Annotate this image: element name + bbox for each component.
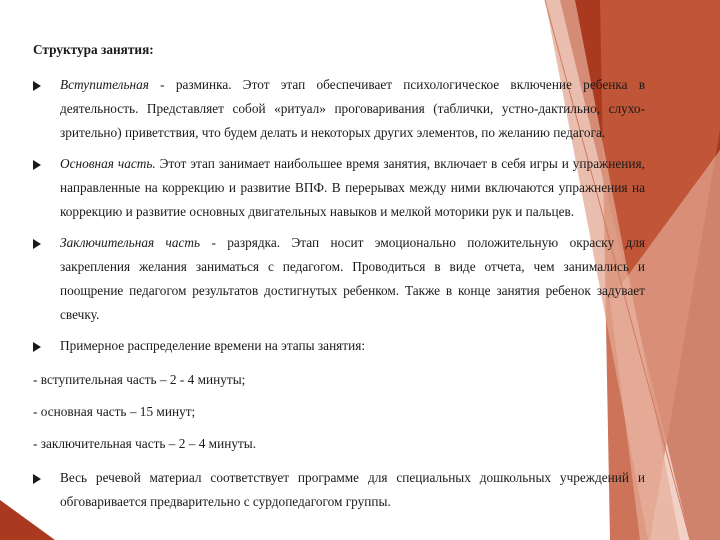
time-heading: Примерное распределение времени на этапы занятия: — [60, 338, 366, 353]
triangle-bullet-icon — [33, 342, 41, 352]
item-lead: Заключительная часть — [60, 235, 201, 250]
time-line-final: - заключительная часть – 2 – 4 минуты. — [33, 436, 257, 451]
time-line-main: - основная часть – 15 минут; — [33, 404, 196, 419]
list-item-final — [33, 231, 645, 327]
triangle-bullet-icon — [33, 239, 41, 249]
time-line-intro: - вступительная часть – 2 - 4 минуты; — [33, 372, 246, 387]
list-item-speech-material — [33, 466, 645, 514]
triangle-bullet-icon — [33, 81, 41, 91]
slide-heading: Структура занятия: — [33, 42, 154, 57]
triangle-bullet-icon — [33, 160, 41, 170]
list-item-time-heading — [33, 334, 645, 358]
item-text: - разрядка. Этап носит эмоционально положительную окраску для закрепления желания заниматься с педагогом. Проводиться в виде отчета, чем занимались и поощрение педагогом результатов достигнутых ребенком. Также в конце занятия ребенок задувает свечку. — [60, 235, 645, 322]
item-lead: Основная часть. — [60, 156, 156, 171]
list-item-main — [33, 152, 645, 224]
final-item-text: Весь речевой материал соответствует программе для специальных дошкольных учреждений и обговаривается предварительно с сурдопедагогом группы. — [60, 470, 645, 509]
list-item-intro — [33, 73, 645, 145]
item-text: - разминка. Этот этап обеспечивает психологическое включение ребенка в деятельность. Представляет собой «ритуал» проговаривания (таблички, устно-дактильно, слухо-зрительно) приветствия, что будем делать и некоторых других элементов, по желанию педагога. — [60, 77, 645, 140]
item-lead: Вступительная — [60, 77, 149, 92]
triangle-bullet-icon — [33, 474, 41, 484]
item-text: Этот этап занимает наибольшее время занятия, включает в себя игры и упражнения, направленные на коррекцию и развитие ВПФ. В перерывах между ними включаются упражнения на коррекцию и развитие основных двигательных навыков и мелкой моторики рук и пальцев. — [60, 156, 645, 219]
slide-content — [33, 38, 645, 521]
